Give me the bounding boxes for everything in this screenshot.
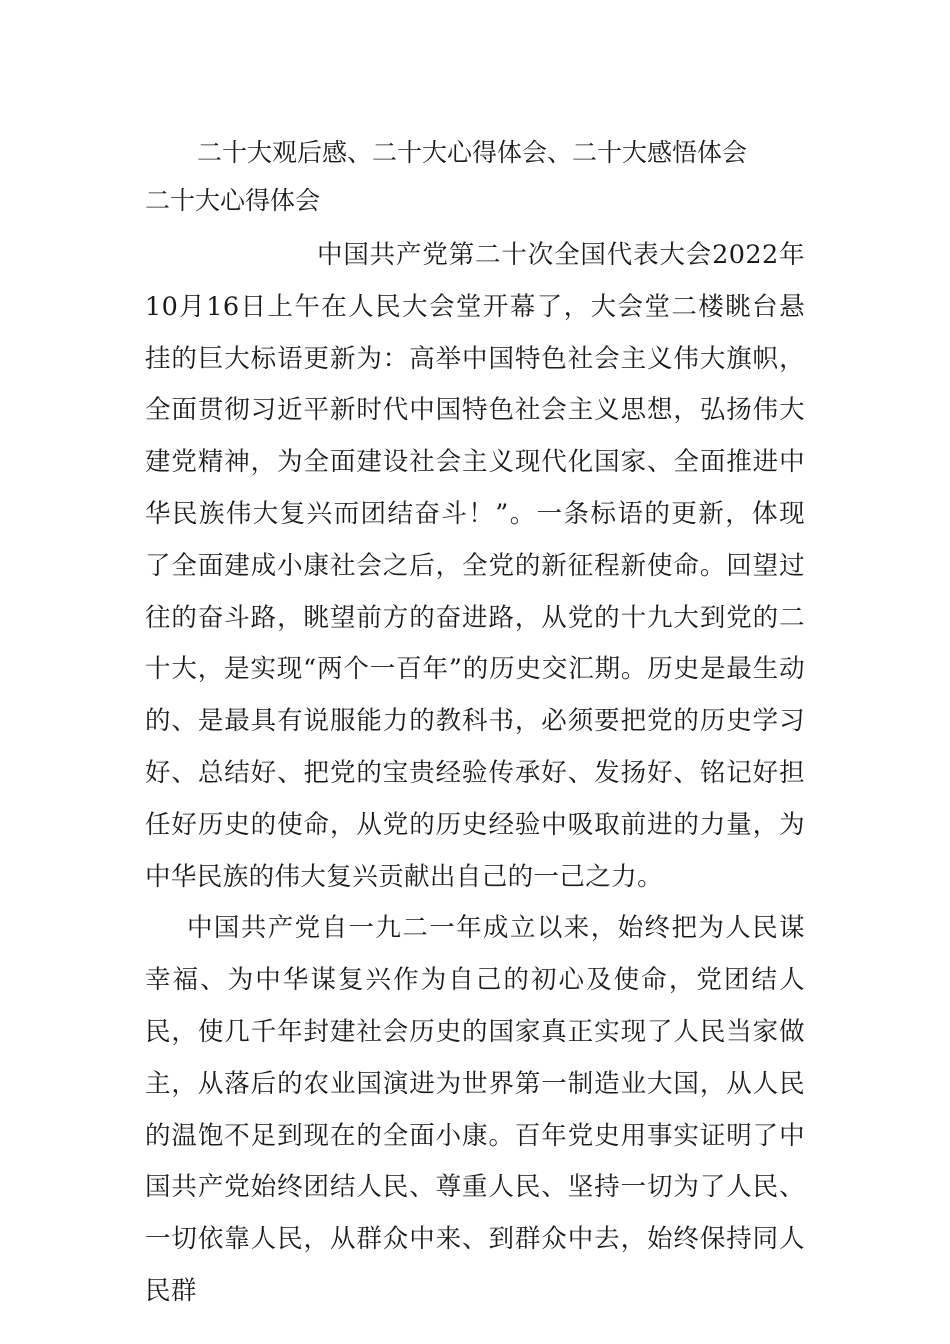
document-subtitle: 二十大心得体会 bbox=[145, 186, 321, 215]
body-paragraph-2: 中国共产党自一九二一年成立以来，始终把为人民谋幸福、为中华谋复兴作为自己的初心及使命，党团结人民，使几千年封建社会历史的国家真正实现了人民当家做主，从落后的农业国演进为世界第一制造业大国，从人民的温饱不足到现在的全面小康。百年党史用事实证明了中国共产党始终团结人民、尊重人民、坚持一切为了人民、一切依靠人民，从群众中来、到群众中去，始终保持同人民群 bbox=[145, 913, 805, 1306]
document-title: 二十大观后感、二十大心得体会、二十大感悟体会 bbox=[197, 138, 748, 167]
body-paragraph-1: 中国共产党第二十次全国代表大会2022年10月16日上午在人民大会堂开幕了，大会堂二楼眺台悬挂的巨大标语更新为：高举中国特色社会主义伟大旗帜，全面贯彻习近平新时代中国特色社会主义思想，弘扬伟大建党精神，为全面建设社会主义现代化国家、全面推进中华民族伟大复兴而团结奋斗！”。一条标语的更新，体现了全面建成小康社会之后，全党的新征程新使命。回望过往的奋斗路，眺望前方的奋进路，从党的十九大到党的二十大，是实现“两个一百年”的历史交汇期。历史是最生动的、是最具有说服能力的教科书，必须要把党的历史学习好、总结好、把党的宝贵经验传承好、发扬好、铭记好担任好历史的使命，从党的历史经验中吸取前进的力量，为中华民族的伟大复兴贡献出自己的一己之力。 bbox=[145, 240, 805, 892]
document-body bbox=[145, 230, 805, 1318]
